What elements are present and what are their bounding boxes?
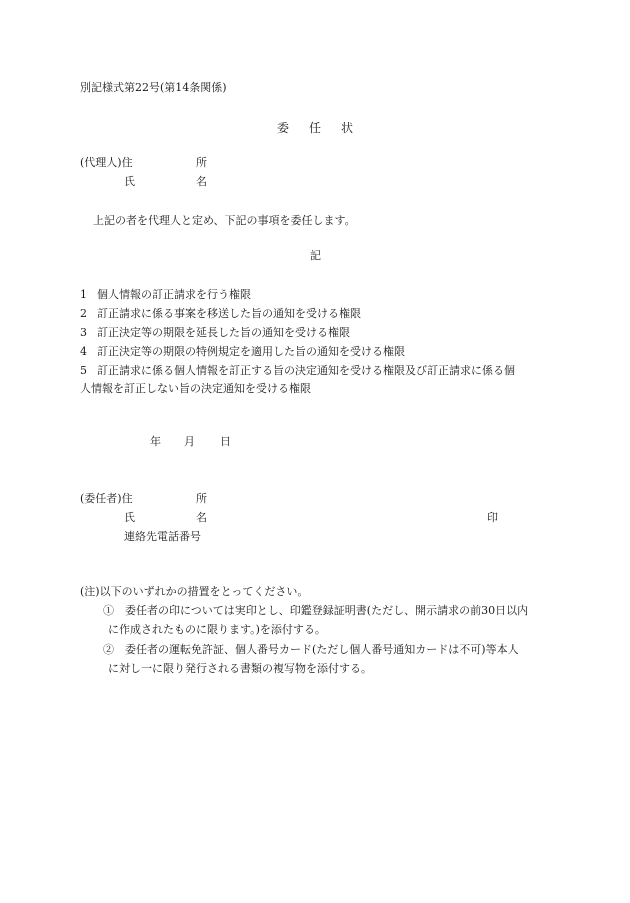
item-text: 訂正請求に係る個人情報を訂正する旨の決定通知を受ける権限及び訂正請求に係る個: [97, 364, 515, 377]
title-char: 任: [308, 121, 321, 135]
item-number: 4: [80, 345, 87, 358]
item-text: 訂正決定等の期限の特例規定を適用した旨の通知を受ける権限: [97, 345, 405, 358]
phone-label: 連絡先電話番号: [124, 530, 201, 543]
seal-mark: 印: [487, 511, 498, 524]
note-item-1-line-1: ① 委任者の印については実印とし、印鑑登録証明書(ただし、開示請求の前30日以内: [103, 604, 529, 617]
agent-address-label-end: 所: [196, 156, 207, 169]
note-item-2-line-2: に対し一に限り発行される書類の複写物を添付する。: [108, 662, 372, 675]
date-day: 日: [220, 435, 231, 448]
principal-name-label: 氏: [124, 511, 135, 524]
title-char: 状: [341, 121, 354, 135]
form-number: 別記様式第22号(第14条関係): [80, 81, 227, 94]
intro-sentence: 上記の者を代理人と定め、下記の事項を委任します。: [93, 214, 356, 227]
document-title: [0, 121, 630, 135]
item-text: 訂正請求に係る事案を移送した旨の通知を受ける権限: [97, 307, 361, 320]
principal-address-label: (委任者)住: [80, 492, 133, 505]
item-continuation: 人情報を訂正しない旨の決定通知を受ける権限: [80, 382, 311, 395]
date-month: 月: [184, 435, 195, 448]
title-char: 委: [276, 121, 289, 135]
note-item-2-line-1: ② 委任者の運転免許証、個人番号カード(ただし個人番号通知カードは不可)等本人: [103, 643, 519, 656]
date-year: 年: [150, 435, 161, 448]
item-number: 2: [80, 307, 87, 320]
agent-name-label: 氏: [124, 175, 135, 188]
agent-address-label: (代理人)住: [80, 156, 133, 169]
ki-heading: 記: [310, 249, 321, 262]
item-number: 1: [80, 288, 87, 301]
item-number: 3: [80, 326, 87, 339]
note-heading: (注)以下のいずれかの措置をとってください。: [80, 585, 309, 598]
item-text: 訂正決定等の期限を延長した旨の通知を受ける権限: [97, 326, 350, 339]
item-number: 5: [80, 364, 87, 377]
agent-name-label-end: 名: [196, 175, 207, 188]
principal-name-label-end: 名: [196, 511, 207, 524]
note-item-1-line-2: に作成されたものに限ります。)を添付する。: [108, 623, 326, 636]
item-text: 個人情報の訂正請求を行う権限: [97, 288, 251, 301]
principal-address-label-end: 所: [196, 492, 207, 505]
